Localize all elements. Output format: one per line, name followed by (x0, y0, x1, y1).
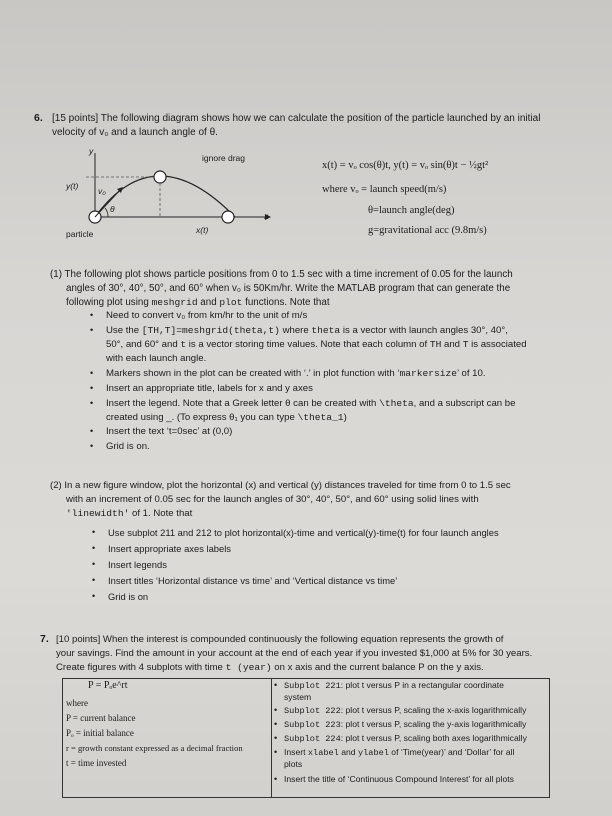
part2-bullet-labels: Insert appropriate axes labels (108, 543, 231, 554)
part1-bullet-markers: Markers shown in the plot can be created with ‘.’ in plot function with ‘markersize’ of 10. (106, 368, 486, 379)
part2-bullet-legends: Insert legends (108, 559, 167, 570)
formula-p-def: P = current balance (66, 713, 136, 723)
question-7-number: 7. (40, 633, 49, 645)
part1-line2: angles of 30°, 40°, 50°, and 60° when v₀ is 50Km/hr. Write the MATLAB program that can generate the (66, 283, 511, 294)
diagram-ignore-drag: ignore drag (202, 153, 246, 163)
question-6-number: 6. (34, 112, 43, 124)
diagram-x-axis-label: x (264, 211, 269, 221)
diagram-y-axis-label: y (89, 146, 94, 156)
question-7-line2: your savings. Find the amount in your account at the end of each year if you invested $1,000 at 5% for 30 years. (56, 648, 533, 659)
part1-bullet-grid: Grid is on. (106, 441, 150, 452)
bullet-dot: • (274, 719, 278, 729)
formula-r-def: r = growth constant expressed as a decimal fraction (66, 743, 243, 753)
equation-launch-angle: θ=launch angle(deg) (368, 205, 455, 216)
subplot-221-item: Subplot 221: plot t versus P in a rectangular coordinate (284, 680, 504, 691)
part2-line2: with an increment of 0.05 sec for the launch angles of 30°, 40°, 50°, and 60° using solid lines with (66, 494, 479, 505)
bullet-dot: • (90, 368, 94, 378)
bullet-dot: • (92, 591, 96, 601)
part1-line1: (1) The following plot shows particle positions from 0 to 1.5 sec with a time increment of 0.05 for the launch (50, 269, 513, 280)
part1-line3: following plot using meshgrid and plot functions. Note that (66, 297, 330, 308)
equation-launch-speed: where vₒ = launch speed(m/s) (322, 184, 447, 195)
diagram-v0-label: v₀ (98, 186, 106, 196)
question-6-header-line1: [15 points] The following diagram shows how we can calculate the position of the particle launched by an initial (52, 113, 541, 124)
part1-bullet-meshgrid: Use the [TH,T]=meshgrid(theta,t) where theta is a vector with launch angles 30°, 40°, (106, 325, 508, 336)
subplot-221-item-line2: system (284, 692, 312, 702)
diagram-particle-label: particle (66, 229, 94, 239)
part1-bullet-meshgrid-line3: with each launch angle. (106, 353, 207, 364)
bullet-dot: • (90, 398, 94, 408)
question-7-line3: Create figures with 4 subplots with time t (year) on x axis and the current balance P on the y axis. (56, 662, 484, 673)
bullet-dot: • (274, 733, 278, 743)
bullet-dot: • (90, 383, 94, 393)
labels-item-line2: plots (284, 759, 303, 769)
question-6-header-line2: velocity of v₀ and a launch angle of θ. (52, 127, 218, 138)
formula-compound: P = Pₒe^rt (88, 680, 128, 691)
part1-bullet-legend-line2: created using _. (To express θ₁ you can type \theta_1) (106, 412, 347, 423)
formula-p0-def: Pₒ = initial balance (66, 728, 134, 738)
bullet-dot: • (90, 325, 94, 335)
bullet-dot: • (274, 680, 278, 690)
formula-where: where (66, 698, 88, 708)
diagram-xt-label: x(t) (196, 225, 209, 235)
part1-bullet-convert: Need to convert v₀ from km/hr to the unit of m/s (106, 310, 308, 321)
bullet-dot: • (90, 426, 94, 436)
bullet-dot: • (90, 310, 94, 320)
bullet-dot: • (92, 575, 96, 585)
bullet-dot: • (92, 543, 96, 553)
part1-bullet-meshgrid-line2: 50°, and 60° and t is a vector storing time values. Note that each column of TH and T is associated (106, 339, 527, 350)
part1-bullet-title: Insert an appropriate title, labels for x and y axes (106, 383, 313, 394)
bullet-dot: • (90, 441, 94, 451)
bullet-dot: • (92, 559, 96, 569)
bullet-dot: • (274, 705, 278, 715)
question-7-line1: [10 points] When the interest is compounded continuously the following equation represents the growth of (56, 634, 504, 645)
table-divider (271, 679, 272, 797)
title-item: Insert the title of ‘Continuous Compound Interest’ for all plots (284, 774, 514, 784)
part2-line1: (2) In a new figure window, plot the horizontal (x) and vertical (y) distances traveled for time from 0 to 1.5 sec (50, 480, 511, 491)
subplot-223-item: Subplot 223: plot t versus P, scaling the y-axis logarithmically (284, 719, 527, 730)
bullet-dot: • (274, 774, 278, 784)
subplot-222-item: Subplot 222: plot t versus P, scaling the x-axis logarithmically (284, 705, 527, 716)
subplot-224-item: Subplot 224: plot t versus P, scaling both axes logarithmically (284, 733, 527, 744)
bullet-dot: • (274, 747, 278, 757)
diagram-yt-label: y(t) (66, 181, 79, 191)
part2-bullet-subplot: Use subplot 211 and 212 to plot horizontal(x)-time and vertical(y)-time(t) for four launch angles (108, 527, 499, 538)
part1-bullet-legend: Insert the legend. Note that a Greek letter θ can be created with \theta, and a subscript can be (106, 398, 516, 409)
diagram-theta-label: θ (110, 204, 115, 214)
equation-position: x(t) = vₒ cos(θ)t, y(t) = vₒ sin(θ)t − ½gt² (322, 160, 489, 171)
part2-bullet-titles: Insert titles ‘Horizontal distance vs time’ and ‘Vertical distance vs time’ (108, 575, 398, 586)
equation-gravity: g=gravitational acc (9.8m/s) (368, 225, 487, 236)
bullet-dot: • (92, 527, 96, 537)
part1-bullet-text: Insert the text ‘t=0sec’ at (0,0) (106, 426, 233, 437)
labels-item: Insert xlabel and ylabel of ‘Time(year)’ and ‘Dollar’ for all (284, 747, 515, 758)
part2-line3: 'linewidth' of 1. Note that (66, 508, 193, 519)
formula-t-def: t = time invested (66, 758, 127, 768)
part2-bullet-grid: Grid is on (108, 591, 149, 602)
